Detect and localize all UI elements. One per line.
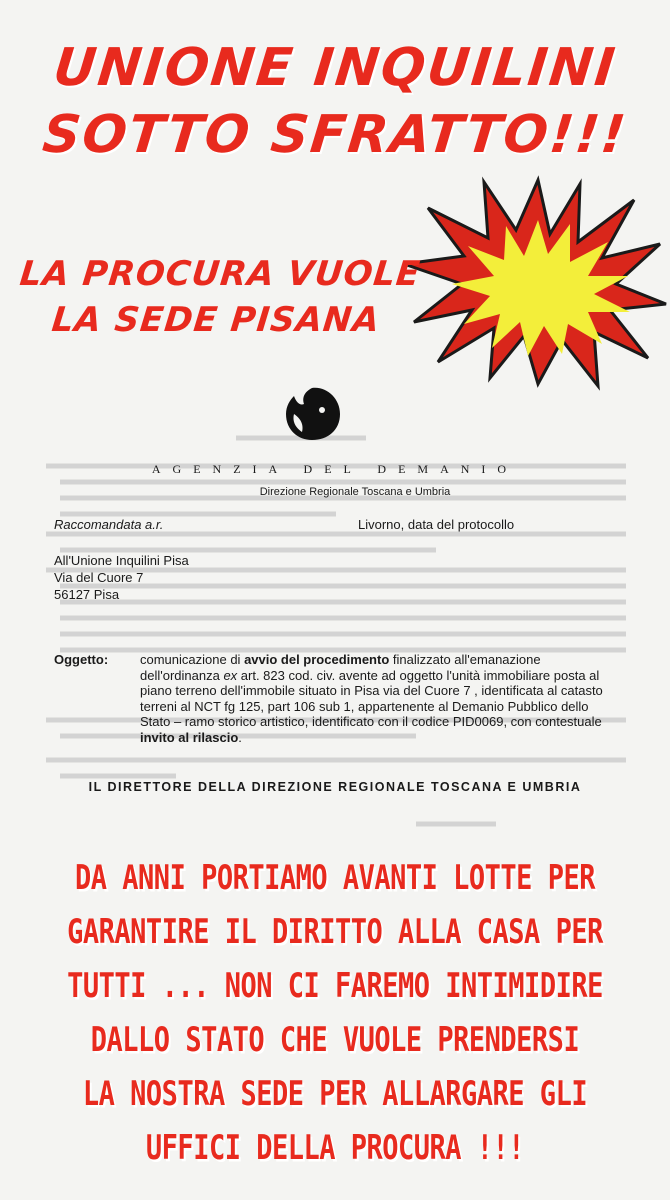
bottom-slogan	[0, 852, 670, 1176]
agency-name: AGENZIA DEL DEMANIO	[151, 462, 519, 476]
luogo-data: Livorno, data del protocollo	[358, 517, 515, 532]
agenzia-logo-icon	[282, 384, 344, 442]
raccomandata-label: Raccomandata a.r.	[54, 517, 164, 532]
direzione-regionale: Direzione Regionale Toscana e Umbria	[259, 486, 451, 498]
address-line-3: 56127 Pisa	[54, 587, 120, 602]
explosion-burst-icon	[398, 172, 670, 394]
slogan-line: GARANTIRE IL DIRITTO ALLA CASA PER	[67, 913, 603, 952]
headline-line-2: SOTTO SFRATTO!!!	[39, 105, 631, 165]
oggetto-label: Oggetto:	[54, 652, 109, 667]
slogan-line: DA ANNI PORTIAMO AVANTI LOTTE PER	[75, 859, 595, 898]
subheadline-line-1: LA PROCURA VUOLE	[17, 254, 423, 294]
address-line-2: Via del Cuore 7	[54, 570, 144, 585]
subheadline-line-2: LA SEDE PISANA	[49, 300, 383, 340]
direttore-signature-title: IL DIRETTORE DELLA DIREZIONE REGIONALE TOSCANA E UMBRIA	[88, 780, 582, 794]
slogan-line: LA NOSTRA SEDE PER ALLARGARE GLI	[82, 1075, 588, 1114]
address-line-1: All'Unione Inquilini Pisa	[54, 553, 189, 568]
slogan-line: UFFICI DELLA PROCURA !!!	[145, 1129, 525, 1168]
oggetto-text: comunicazione di avvio del procedimento finalizzato all'emanazione dell'ordinanza ex art. 823 cod. civ. avente ad oggetto l'unità immobiliare posta al piano terreno dell'immobile situato in Pisa via del Cuore 7 , identificata al catasto terreni al NCT fg 125, part 106 sub 1, appartenente al Demanio Pubblico dello Stato – ramo storico artistico, identificato con il codice PID0069, con contestuale invito al rilascio.	[140, 652, 603, 745]
slogan-line: DALLO STATO CHE VUOLE PRENDERSI	[90, 1021, 580, 1060]
headline-line-1: UNIONE INQUILINI	[50, 38, 620, 98]
slogan-line: TUTTI ... NON CI FAREMO INTIMIDIRE	[67, 967, 603, 1006]
